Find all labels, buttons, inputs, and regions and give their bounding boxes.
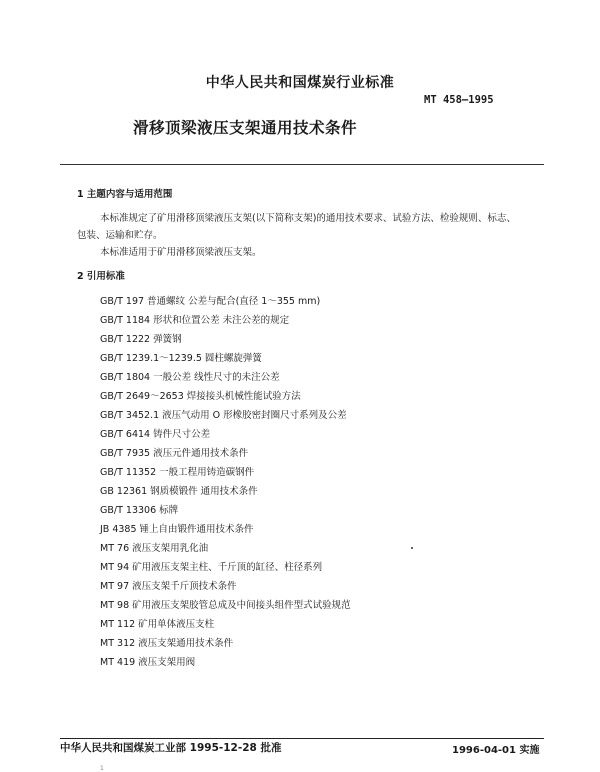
approval-line: 中华人民共和国煤炭工业部 1995-12-28 批准	[60, 742, 282, 754]
section-1-heading: 1 主题内容与适用范围	[77, 189, 173, 200]
section-2-heading: 2 引用标准	[77, 271, 125, 282]
reference-item: GB/T 13306 标牌	[100, 505, 179, 516]
reference-item: GB/T 11352 一般工程用铸造碳钢件	[100, 467, 255, 478]
organization-title: 中华人民共和国煤炭行业标准	[205, 75, 395, 91]
reference-item: JB 4385 锤上自由锻件通用技术条件	[100, 524, 254, 535]
reference-item: GB/T 2649～2653 焊接接头机械性能试验方法	[100, 391, 301, 402]
section-1-paragraph-1-line-2: 包装、运输和贮存。	[77, 230, 163, 241]
scan-speck	[411, 547, 413, 549]
reference-item: GB/T 7935 液压元件通用技术条件	[100, 448, 249, 459]
standard-code: MT 458—1995	[424, 94, 494, 106]
reference-item: MT 98 矿用液压支架胶管总成及中间接头组件型式试验规范	[100, 600, 351, 611]
reference-item: GB/T 1184 形状和位置公差 未注公差的规定	[100, 315, 290, 326]
reference-item: GB/T 1222 弹簧钢	[100, 334, 182, 345]
reference-item: GB 12361 钢质模锻件 通用技术条件	[100, 486, 258, 497]
section-1-paragraph-1-line-1: 本标准规定了矿用滑移顶梁液压支架(以下简称支架)的通用技术要求、试验方法、检验规则、标志、	[100, 213, 516, 224]
reference-item: MT 76 液压支架用乳化油	[100, 543, 209, 554]
reference-item: MT 312 液压支架通用技术条件	[100, 638, 234, 649]
document-title: 滑移顶梁液压支架通用技术条件	[133, 119, 358, 137]
reference-item: GB/T 1804 一般公差 线性尺寸的未注公差	[100, 372, 280, 383]
reference-item: MT 94 矿用液压支架主柱、千斤顶的缸径、柱径系列	[100, 562, 323, 573]
reference-item: GB/T 3452.1 液压气动用 O 形橡胶密封圈尺寸系列及公差	[100, 410, 347, 421]
reference-item: GB/T 1239.1～1239.5 圆柱螺旋弹簧	[100, 353, 262, 364]
reference-item: GB/T 6414 铸件尺寸公差	[100, 429, 211, 440]
reference-item: GB/T 197 普通螺纹 公差与配合(直径 1～355 mm)	[100, 296, 321, 307]
reference-item: MT 97 液压支架千斤顶技术条件	[100, 581, 237, 592]
reference-item: MT 419 液压支架用阀	[100, 657, 196, 668]
page-number: 1	[100, 765, 104, 772]
section-1-paragraph-2: 本标准适用于矿用滑移顶梁液压支架。	[100, 247, 262, 258]
implementation-date: 1996-04-01 实施	[452, 745, 540, 756]
footer-divider	[60, 738, 544, 739]
header-divider	[60, 164, 544, 165]
reference-item: MT 112 矿用单体液压支柱	[100, 619, 215, 630]
